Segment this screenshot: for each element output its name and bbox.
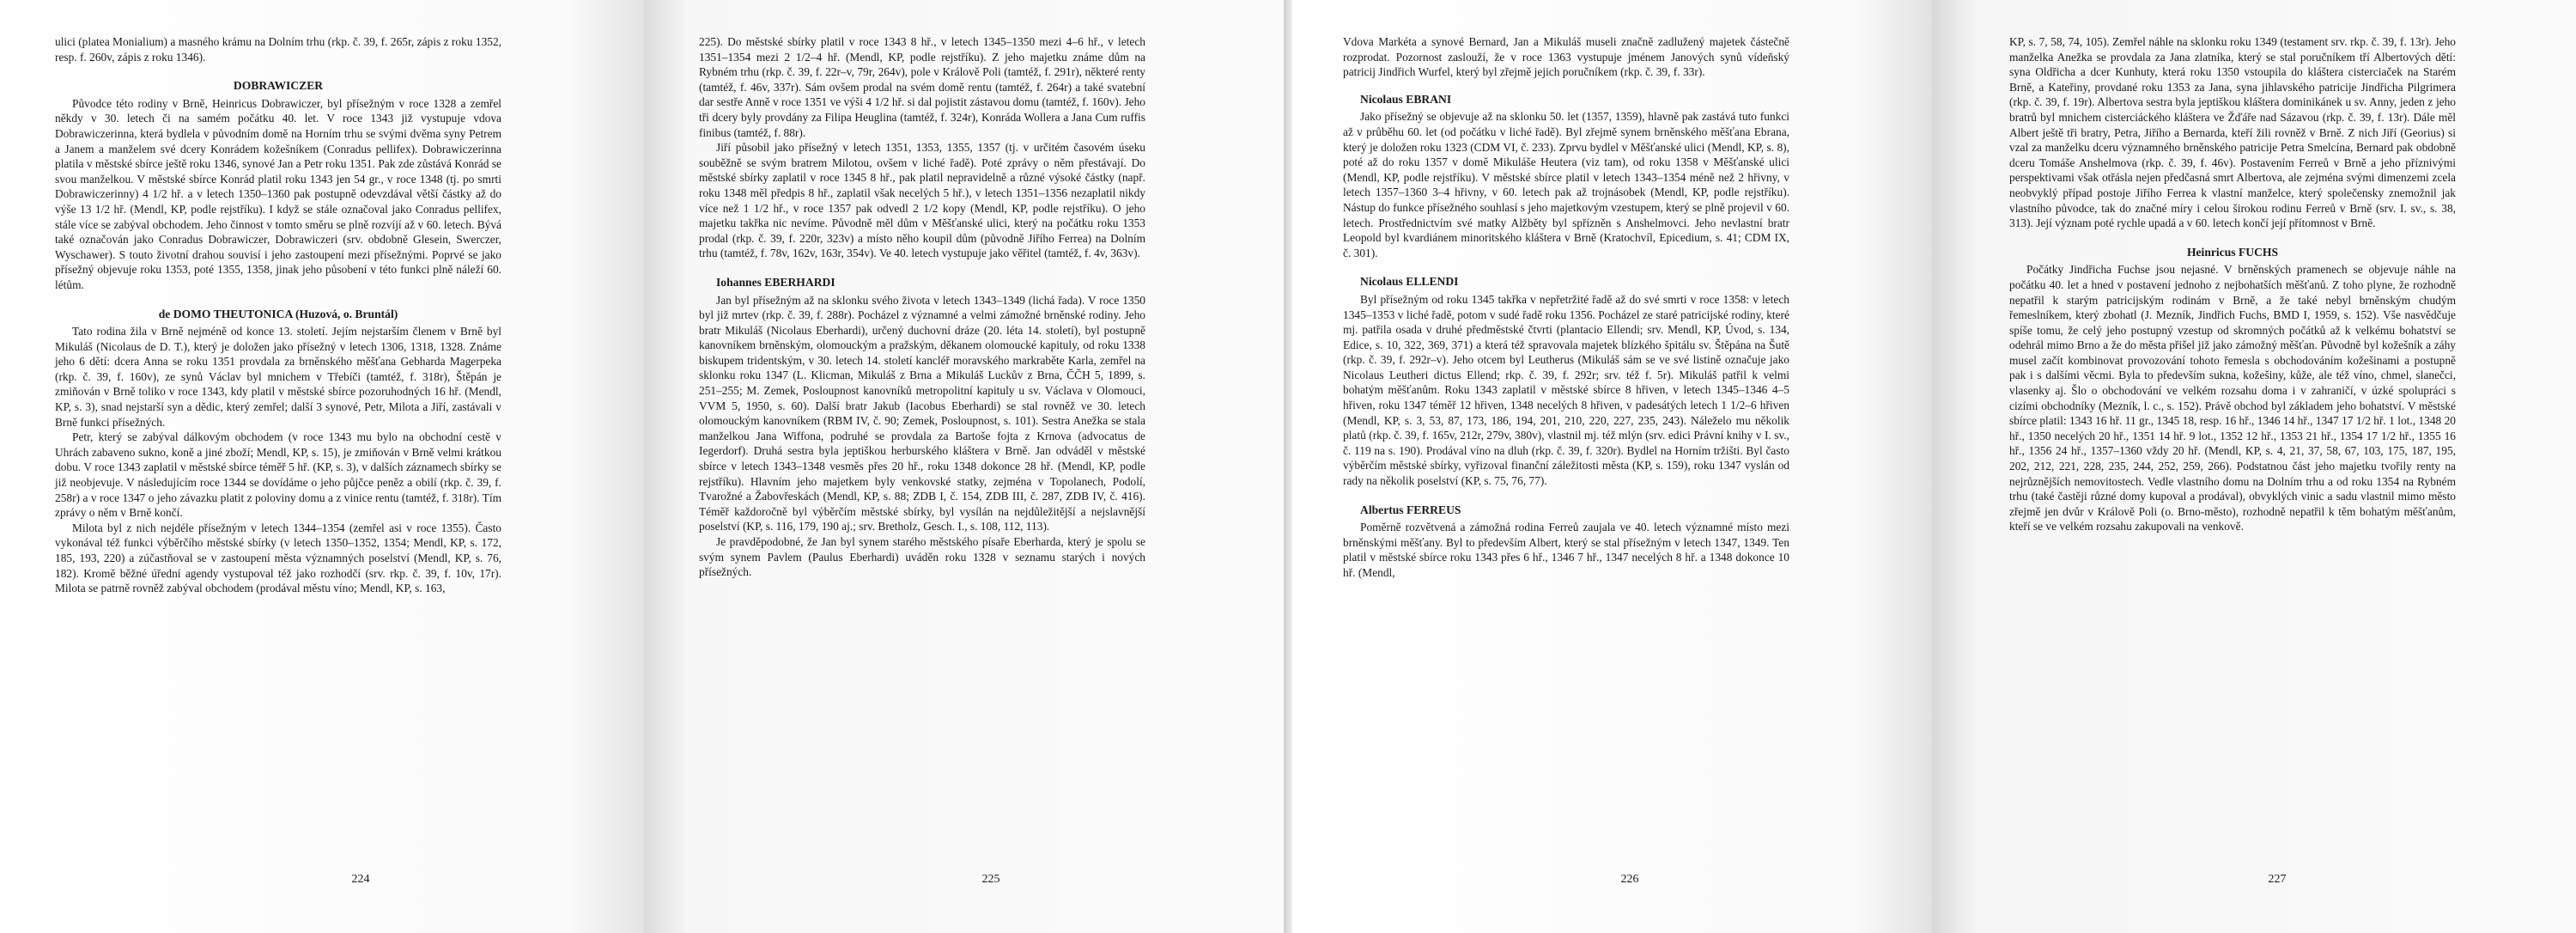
paragraph: Poměrně rozvětvená a zámožná rodina Ferreů zaujala ve 40. letech významné místo mezi brněnskými měšťany. Byl to především Albert, který se stal přísežným v letech 1347, 1349. Ten platil v městské sbírce roku 1343 přes 6 hř., 1346 7 hř., 1347 necelých 8 hř. a 1348 dokonce 10 hř. (Mendl,	[1343, 521, 1789, 579]
book-page-224	[0, 0, 644, 933]
section-heading: Heinricus FUCHS	[2186, 245, 2279, 259]
book-page-226	[1288, 0, 1932, 933]
page-number-225: 225	[981, 873, 1000, 886]
paragraph: 225). Do městské sbírky platil v roce 1343 8 hř., v letech 1345–1350 mezi 4–6 hř., v letech 1351–1354 mezi 2 1/2–4 hř. (Mendl, KP, podle rejstříku). Z jeho majetku známe dům na Rybném trhu (rkp. č. 39, f. 22r–v, 79r, 264v), pole v Králově Poli (tamtéž, f. 291r), některé renty (tamtéž, f. 46v, 337r). Sám ovšem prodal na svém domě rentu (tamtéž, f. 264r) a také svatební dar sestře Anně v roce 1351 ve výši 4 1/2 hř. si dal pojistit zástavou domu (tamtéž, f. 160v). Jeho tři dcery byly provdány za Filipa Heuglina (tamtéž, f. 324r), Konráda Wollera a Jana Cum ruffis finibus (tamtéž, f. 88r).	[699, 35, 1145, 139]
book-page-225	[644, 0, 1288, 933]
paragraph: Byl přísežným od roku 1345 takřka v nepřetržité řadě až do své smrti v roce 1358: v letech 1345–1353 v liché řadě, potom v sudé řadě roku 1356. Pocházel ze staré patricijské rodiny, které mj. patřila osada v druhé předměstské čtvrti (plantacio Ellendi; srv. Mendl, KP, Úvod, s. 134, Edice, s. 10, 322, 369, 371) a která též spravovala majetek blízkého špitálu sv. Štěpána na Šutě (rkp. č. 39, f. 292r–v). Jeho otcem byl Leutherus (Mikuláš sám se ve své listině označuje jako Nicolaus Leutheri dictus Ellend; rkp. č. 39, f. 292r; srv. též f. 5r). Mikuláš patřil k velmi bohatým měšťanům. Roku 1343 zaplatil v městské sbírce 8 hřiven, v letech 1345–1346 4–5 hřiven, roku 1347 téměř 12 hřiven, 1348 necelých 8 hřiven, v padesátých letech 1 1/2–6 hřiven (Mendl, KP, s. 3, 53, 87, 173, 186, 194, 201, 210, 220, 227, 235, 243). Náleželo mu několik platů (rkp. č. 39, f. 165v, 212r, 279v, 380v), vlastnil mj. též mlýn (srv. edici Právní knihy v I. sv., č. 119 na s. 190). Prodával víno na dluh (rkp. č. 39, f. 320r). Bydlel na Horním tržišti. Byl často výběrčím městské sbírky, vyřizoval finanční záležitosti města (KP, s. 159), roku 1347 vyslán od rady na několik poselství (KP, s. 75, 76, 77).	[1343, 292, 1789, 488]
page-227-text	[2009, 34, 2456, 534]
section-heading: Albertus FERREUS	[1360, 503, 1461, 516]
paragraph: Petr, který se zabýval dálkovým obchodem (v roce 1343 mu bylo na obchodní cestě v Uhrách zabaveno sukno, koně a jiné zboží; Mendl, KP, s. 15), je zmiňován v Brně velmi krátkou dobu. V roce 1343 zaplatil v městské sbírce téměř 5 hř. (KP, s. 3), v dalších záznamech sbírky se již neobjevuje. V následujícím roce 1344 se dovídáme o jeho půjčce peněz a obilí (rkp. č. 39, f. 258r) a v roce 1347 o jeho závazku platit z poloviny domu a z vinice rentu (tamtéž, f. 318r). Tím zprávy o něm v Brně končí.	[55, 430, 501, 520]
page-225-text	[699, 34, 1145, 580]
paragraph: Jan byl přísežným až na sklonku svého života v letech 1343–1349 (lichá řada). V roce 1350 byl již mrtev (rkp. č. 39, f. 288r). Pocházel z významné a velmi zámožné brněnské rodiny. Jeho bratr Mikuláš (Nicolaus Eberhardi), určený duchovní dráze (20. léta 14. století), byl postupně kanovníkem brněnským, olomouckým a pražským, děkanem olomoucké kapituly, od roku 1338 biskupem tridentským, v 30. letech 14. století kancléř moravského markraběte Karla, zemřel na sklonku roku 1347 (L. Klicman, Mikuláš z Brna a Mikuláš Luckův z Brna, ČČH 5, 1899, s. 251–255; M. Zemek, Posloupnost kanovníků metropolitní kapituly u sv. Václava v Olomouci, VVM 5, 1950, s. 60). Další bratr Jakub (Iacobus Eberhardi) se stal rovněž ve 30. letech olomouckým kanovníkem (RBM IV, č. 90; Zemek, Posloupnost, s. 101). Sestra Anežka se stala manželkou Jana Wiffona, podruhé se provdala za Bartoše fojta z Krnova (advocatus de Iegerdorf). Druhá sestra byla jeptiškou herburského kláštera v Brně. Jan odváděl v městské sbírce v letech 1343–1348 vesměs přes 20 hř., roku 1348 dokonce 28 hř. (Mendl, KP, podle rejstříku). Hlavním jeho majetkem byly venkovské statky, zejména v Topolanech, Podolí, Tvarožné a Žabovřeskách (Mendl, KP, s. 88; ZDB I, č. 154, ZDB III, č. 287, ZDB IV, č. 416). Téměř každoročně byl výběrčím městské sbírky, byl vysílán na nejdůležitější a nejslavnější poselství (KP, s. 116, 179, 190 aj.; srv. Bretholz, Gesch. I., s. 108, 112, 113).	[699, 293, 1145, 534]
paragraph: Je pravděpodobné, že Jan byl synem starého městského písaře Eberharda, který je spolu se svým synem Pavlem (Paulus Eberhardi) uváděn roku 1328 v seznamu starých i nových přísežných.	[699, 535, 1145, 579]
paragraph: ulici (platea Monialium) a masného krámu na Dolním trhu (rkp. č. 39, f. 265r, zápis z roku 1352, resp. f. 260v, zápis z roku 1346).	[55, 35, 501, 64]
section-heading: de DOMO THEUTONICA (Huzová, o. Bruntál)	[158, 307, 398, 320]
page-224-text	[55, 34, 501, 596]
page-226-text	[1343, 34, 1789, 581]
paragraph: Vdova Markéta a synové Bernard, Jan a Mikuláš museli značně zadlužený majetek částečně rozprodat. Pozornost zaslouží, že v roce 1363 vystupuje jménem Janových synů vídeňský patricij Jindřich Wurfel, který byl zřejmě jejich poručníkem (rkp. č. 39, f. 33r).	[1343, 35, 1789, 79]
paragraph: Počátky Jindřicha Fuchse jsou nejasné. V brněnských pramenech se objevuje náhle na počátku 40. let a hned v postavení jednoho z nejbohatších měšťanů. Z toho plyne, že rozhodně nepatřil k starým patricijským rodinám v Brně, a že také nebyl brněnským chudým řemeslníkem, který zbohatl (J. Mezník, Jindřich Fuchs, BMD I, 1959, s. 152). Vše nasvědčuje spíše tomu, že celý jeho postupný vzestup od skromných počátků až k velkému bohatství se odehrál mimo Brno a že do města přišel již jako zámožný měšťan. Původně byl kožešník a záhy musel začít kombinovat provozování tohoto řemesla s obchodováním kožešinami a postupně pak i s dalšími věcmi. Byla to především sukna, kožešiny, kůže, ale též víno, chmel, slanečci, vlasenky aj. Šlo o obchodování ve velkém rozsahu doma i v zahraničí, v úzké spolupráci s cizími obchodníky (Mezník, l. c., s. 152). Právě obchod byl základem jeho bohatství. V městské sbírce platil: 1343 16 hř. 11 gr., 1345 18, resp. 16 hř., 1346 14 hř., 1347 17 1/2 hř. 1 lot., 1348 20 hř., 1350 necelých 20 hř., 1351 14 hř. 9 lot., 1352 12 hř., 1353 21 hř., 1354 17 1/2 hř., 1355 16 hř., 1356 24 hř., 1357–1360 vždy 20 hř. (Mendl, KP, s. 4, 21, 37, 58, 67, 103, 175, 187, 195, 202, 212, 221, 228, 235, 244, 252, 259, 266). Podstatnou část jeho majetku tvořily renty na nejrůznějších nemovitostech. Vedle vlastního domu na Dolním trhu a od roku 1354 na Rybném trhu (také častěji různé domy kupoval a prodával), obvyklých vinic a sadu vlastnil mimo město zřejmě jen dvůr v Králově Poli (o. Brno-město), rozhodně nepatřil k těm bohatým měšťanům, kteří se ve velkém rozsahu zakupovali na venkově.	[2009, 263, 2456, 534]
paragraph: Původce této rodiny v Brně, Heinricus Dobrawiczer, byl přísežným v roce 1328 a zemřel někdy v 30. letech či na samém počátku 40. let. V roce 1343 již vystupuje vdova Dobrawiczerinna, která bydlela v původním domě na Horním trhu se svými dvěma syny Petrem a Janem a manželem své dcery Konrádem kožešníkem (Conradus pellifex). Dobrawiczerinna platila v městské sbírce ještě roku 1346, synové Jan a Petr roku 1351. Pak zde zůstává Konrád se svou manželkou. V městské sbírce Konrád platil roku 1343 jen 54 gr., v roce 1348 (tj. po smrti Dobrawiczerinny) 4 1/2 hř. a v letech 1350–1360 pak postupně odevzdával větší částky až do výše 13 1/2 hř. (Mendl, KP, podle rejstříku). I když se stále označoval jako Conradus pellifex, stále více se zabýval obchodem. Jeho činnost v tomto směru se plně rozvíjí až v 60. letech. Bývá také označován jako Conradus Dobrawiczer, Dobrawiczeri (srv. obdobně Glesein, Swerczer, Wyschawer). S touto životní drahou souvisí i jeho zastoupení mezi přísežnými. Poprvé se jako přísežný objevuje roku 1353, poté 1355, 1358, jinak jeho působení v této funkci plně náleží 60. létům.	[55, 96, 501, 291]
paragraph: Milota byl z nich nejdéle přísežným v letech 1344–1354 (zemřel asi v roce 1355). Často vykonával též funkci výběrčího městské sbírky (v letech 1350–1352, 1354; Mendl, KP, s. 172, 185, 193, 220) a zúčastňoval se v zastoupení města významných poselství (Mendl, KP, s. 76, 182). Kromě běžné úřední agendy vystupoval též jako rozhodčí (srv. rkp. č. 39, f. 10v, 17r). Milota se patrně rovněž zabýval obchodem (prodával městu víno; Mendl, KP, s. 163,	[55, 521, 501, 595]
page-number-227: 227	[2268, 873, 2287, 886]
book-page-227	[1932, 0, 2576, 933]
paragraph: KP, s. 7, 58, 74, 105). Zemřel náhle na sklonku roku 1349 (testament srv. rkp. č. 39, f. 13r). Jeho manželka Anežka se provdala za Jana zlatníka, který se stal poručníkem tří Albertových dětí: syna Oldřicha a dcer Kunhuty, která roku 1350 vstoupila do kláštera cisterciaček na Starém Brně, a Kateřiny, provdané roku 1353 za Jana, syna jihlavského patricije Jindřicha Pilgrimera (rkp. č. 39, f. 19r). Albertova sestra byla jeptiškou kláštera dominikánek u sv. Anny, jeden z jeho bratrů byl mnichem cisterciáckého kláštera ve Žďáře nad Sázavou (rkp. č. 39, f. 13r). Dále měl Albert ještě tři bratry, Petra, Jiřího a Bernarda, kteří žili rovněž v Brně. Z nich Jiří (Georius) si vzal za manželku dceru významného brněnského patricije Petra Smelcína, Bernard pak obdobně dceru Tomáše Anshelmova (rkp. č. 39, f. 46v). Postavením Ferreů v Brně a jeho příznivými perspektivami však otřásla nejen předčasná smrt Albertova, ale zejména svými dimenzemi zcela neobvyklý případ postoje Jiřího Ferrea k vlastní manželce, který společensky znemožnil jak vlastního původce, tak do značné míry i celou širokou rodinu Ferreů v Brně (srv. I. sv., s. 38, 313). Její význam poté rychle upadá a v 60. letech končí její přítomnost v Brně.	[2009, 35, 2456, 230]
scan-gutter	[1284, 0, 1292, 933]
paragraph: Jiří působil jako přísežný v letech 1351, 1353, 1355, 1357 (tj. v určitém časovém úseku souběžně se svým bratrem Milotou, ovšem v liché řadě). Poté zprávy o něm přestávají. Do městské sbírky zaplatil v roce 1345 8 hř., pak platil nepravidelně a různé výsoké částky (např. roku 1348 měl předpis 8 hř., zaplatil však necelých 5 hř.), v letech 1351–1356 nezaplatil nikdy více než 1 1/2 hř., v roce 1357 pak odvedl 2 1/2 kopy (Mendl, KP, podle rejstříku). O jeho majetku takřka nic nevíme. Původně měl dům v Měšťanské ulici, který na počátku roku 1353 prodal (rkp. č. 39, f. 220r, 323v) a místo něho koupil dům (původně Jiřího Ferrea) na Dolním trhu (tamtéž, f. 78v, 162v, 163r, 354v). Ve 40. letech vystupuje jako věřitel (tamtéž, f. 4v, 363v).	[699, 141, 1145, 260]
section-heading: Nicolaus EBRANI	[1360, 92, 1452, 106]
page-number-226: 226	[1620, 873, 1639, 886]
page-number-224: 224	[351, 873, 370, 886]
paragraph: Jako přísežný se objevuje až na sklonku 50. let (1357, 1359), hlavně pak zastává tuto funkci až v průběhu 60. let (od počátku v liché řadě). Byl zřejmě synem brněnského měšťana Ebrana, který je doložen roku 1323 (CDM VI, č. 233). Zprvu bydlel v Měšťanské ulici (Mendl, KP, s. 8), poté až do roku 1357 v domě Mikuláše Heutera (viz tam), od roku 1358 v Měšťanské ulici (Mendl, KP, podle rejstříku). V městské sbírce platil v letech 1343–1354 méně než 2 hřivny, v letech 1357–1360 3–4 hřivny, v 60. letech pak až trojnásobek (Mendl, KP, podle rejstříku). Nástup do funkce přísežného souhlasí s jeho majetkovým vzestupem, který se plně projevil v 60. letech. Prostřednictvím své matky Alžběty byl spřízněn s Anshelmovci. Jeho nevlastní bratr Leopold byl kvardiánem minoritského kláštera v Brně (Kratochvíl, Epicedium, s. 41; CDM IX, č. 301).	[1343, 110, 1789, 259]
section-heading: Iohannes EBERHARDI	[716, 275, 835, 289]
paragraph: Tato rodina žila v Brně nejméně od konce 13. století. Jejím nejstarším členem v Brně byl Mikuláš (Nicolaus de D. T.), který je doložen jako přísežný v letech 1306, 1318, 1328. Známe jeho 6 dětí: dcera Anna se roku 1351 provdala za brněnského měšťana Gebharda Magerpeka (rkp. č. 39, f. 160v), ze synů Václav byl mnichem v Třebíči (tamtéž, f. 318r), Štěpán je zmiňován v Brně toliko v roce 1343, kdy platil v městské sbírce pozoruhodných 16 hř. (Mendl, KP, s. 3), snad nejstarší syn a dědic, který zemřel; další 3 synové, Petr, Milota a Jiří, zastávali v Brně funkci přísežných.	[55, 325, 501, 429]
section-heading: DOBRAWICZER	[233, 79, 324, 93]
section-heading: Nicolaus ELLENDI	[1360, 275, 1459, 289]
